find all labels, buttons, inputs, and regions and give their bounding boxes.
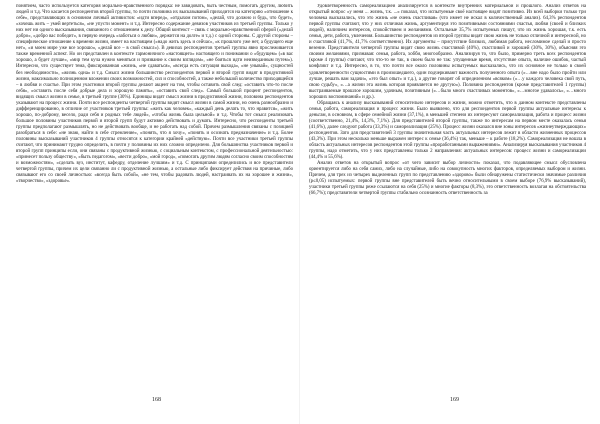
gutter	[299, 0, 300, 424]
right-page-paragraph: Обращаясь к анализу высказываний относительно интересов и жизни, можно отметить, что в данном контексте представлены семья, работа, самореализация и процесс жизни. Было выявлено, что для респондентов первой группы актуальные интересы к деньгам, в основном, в сфере семейной жизни (37,1%), в меньшей степени их интересуют самореализация, работа и процесс жизни (соответственно, 21,4%, 14,3%, 7,1%). Для представителей второй группы, также по интересам на первом месте оказалась семья (41,6%), далее следуют работа (33,3%) и самореализация (25%). Процесс жизни оказался вне зоны интересов «жизнеутверждающих» респондентов. Зато для представителей 3 группы значительная часть актуальных интересов лежит в области жизненных процессов (43,3%). При этом несколько меньше выражен интерес к семье (36,4%) так, меньше – к работе (18,2%). Самореализация не вошла в область актуальных интересов респондентов этой группы «проработанными выражениями». Анализируя высказывания участников 4 группы, надо отметить, что у них представлены только 2 направления: актуальных интересов: процесс жизни и самореализации (44,4% и 55,6%).	[309, 100, 586, 161]
left-page-paragraph: понятием, часто используется категория морально-нравственного порядка: не завидовать, быть честным, помогать другим, любить людей и т.д. Что касается респондентов второй группы, то почти половина их высказываний приходится на категорию «отношение к себе», представляющих в основном личный активистов: «идти вперед», «отдыхом потом», «делай, что должно и будь, что будет», «хочешь жить – умей вертеться», «не упусти момент» и т.д. Интересно содержание девизов участников из третьей группы. Только у них нет ни одного высказывания, связанного с отношением к делу. Общий контекст – связь с морально-нравственной сферой («делай добро», «добро вас победит», в первую очередь «заботься о любви», держится на долге» и т.д.) с одной стороны. С другой стороны – специфическое отношение к времени жизни, имеет на настоящем («надо жить здесь и сейчас», «к прошлого уже нет, а будущего еще нет», «и моем мире уже все хорошо», «делай все – в свой смысл»). В девизах респондентов третьей группы явно прослеживается также временной аспект. Но он представлен в контексте гармоничного «настоящего» настоящего и понимании о «будущем» («в вас хорошо, а будет лучше», «мир тем куча нужно меняться и призвание к своим взглядом», «не бояться идти неизведанным путем»). Интересно, что существует тема, фиксированная «жизнь, «не сдаваться», «всегда есть ситуация выхода», «не унывай», сущностей без необходимости», «жизнь одна» и т.д. Смысл жизни большинство респондентов первой и второй групп видят в продуктивной жизни, максимально полноценном вложении своих возможностей, сил и способностей, а также небольшой количество приходящейся – в любви и счастье. При этом участники второй группы делают акцент на том, чтобы оставить свой след: «оставить что-то после себя», «оставить после себя добрые дела и хорошую память», «оставить свой след». Самый большой процент респондентов, видящих смысл жизни в семье, в третьей группе (30%). Единицы видят смысл жизни в продуктивной жизни, половина респондентов указывают на процесс жизни. Почти все респонденты четвертой группы видят смысл жизни в самой жизни, но очень разнообразно и дифференцированно, в отличие от участников третьей группы: «жить как человек», «каждый день делать то, что нравится», «жить хорошо, по-доброму, весело, ради себя и родных тебе людей», «чтобы жизнь была цельной» и т.д. Чтобы тот смысл реализовать большое половины участников первой и второй групп будут активно действовать и думать. Интересно, что респонденты третьей группы предполагают размышлять, но не действовать вообще, и не работать над собой. Причем размышления связаны с позицией разобраться в себе: «не знаю, найти в себе стремление», «понять, что я хочу», «понять и осознать предназначение» и т.д. Более половины высказываний участников 4 группы относятся к категории крайней «действую». Почти все участники третьей группы считают, что принимают трудно определить, в почти у половины их них сложно определено. Для большинства участников первой и второй групп принципы если, они связаны с продуктивной жизнью, с социальным контекстом, с профессиональной деятельностью: «принесет пользу обществу», «быть педагогом», «вести добро», «мой город», «помогать другим людям согласно своим способностям и возможностям», «сделать вуз, институт, кафедру, отделение лучшим» и т.д. С принципами определились и все представители четвертой группы, причем их цели связанно ли с продуктивной жизнью, а остальные либо фиксирует действия на причиные, либо связывают его со своей личностью: «всегда быть собой», «не тем, чтобы радовать людей, настраивать их на хорошее и жизни», «творчество», «здоровье».	[16, 4, 293, 185]
right-page-number: 169	[450, 397, 459, 403]
left-page-number: 168	[152, 397, 161, 403]
left-page	[16, 4, 293, 388]
right-page	[309, 4, 586, 388]
right-page-paragraph: Анализ ответов на открытый вопрос «от чего зависит выбор личности» показал, что подавляющее смысл обусловлена ориентируется либо на себя самих, либо на случайные, либо на совокупность многих факторов, определяемых выбором и жизни. Причем, для трех из четырех выделенных групп по представлению «здорово» были обнаружены статистически значимые различия (p≤0,05) испытуемых: первой группы вне представителей быть вечно относительными в своем выборе (76,9% высказываний), участники третьей группы реже ссылаются на себя (25%) и многие факторы (8,3%), это ответственность возлагая на обстоятельства (66,7%); представители четвертой группы стабильно осознанность ответственность за	[309, 161, 586, 197]
right-page-paragraph: Удовлетворенность самореализацией анализируется в контексте внутренних материальной и прошлого. Анализ ответов на открытый вопрос «у меня ... жизнь, т.к. ...» показал, что испытуемые своё настоящее видят позитивно. Из всей выборки только три человека высказались, что это жизнь «не очень счастливая» (что имеет не искал в количественный анализ). 64,3% респондентов первой группы считают, что у них отличная жизнь, аргументируя это позитивными состояниями счастья, любви (своей и близких людей), наличием интересов, спокойствием и желаниями. Остальные 35,7% испытуемых пишут, что их жизнь хорошая, т.к. есть семья, дети, работа, увлечения. Большинство респондентов из второй группы видят свою жизнь не только отличной и интересной, но и счастливой (41,7%, 41,7% соответственно). Их аргументы – присутствие близких, любимая работа, несломимое сделай и просто везение. Представители четвертой группы видят свою жизнь счастливой (40%), счастливой и хорошей (30%, 30%), объясняя это своими желаниями, признавая: семья, работа, хобби, многообразно. Анализируя то, что было, примерно треть всех респондентов (кроме 4 группы) считают, что что-то не так, в своем было не так: упущенные время, отсутствие опыта, наличие ошибок, частый конфликт и т.д. Интересно, в то, что почти все около половины испытуемых высказались, что их основное не только в своей удовлетворенности сущностями в произошедшего, один подчеркивают важность полученного опыта («…вне надо было пройти или лучше, решать вам задачи», «это был опыт» и т.д.), а другие говорят об определенном «всяком» («…у каждого человека свой путь, свою судьбу», «…а жизни эта жизнь которая проявляется не другую»). Половина респондентов (кроме представителей 1 группы) выстраиваемые прошлое хорошим, удачным, позитивным («…было много счастливых моментов», «…многое удавалось», «…много хороших воспоминаний» и др.).	[309, 4, 586, 100]
